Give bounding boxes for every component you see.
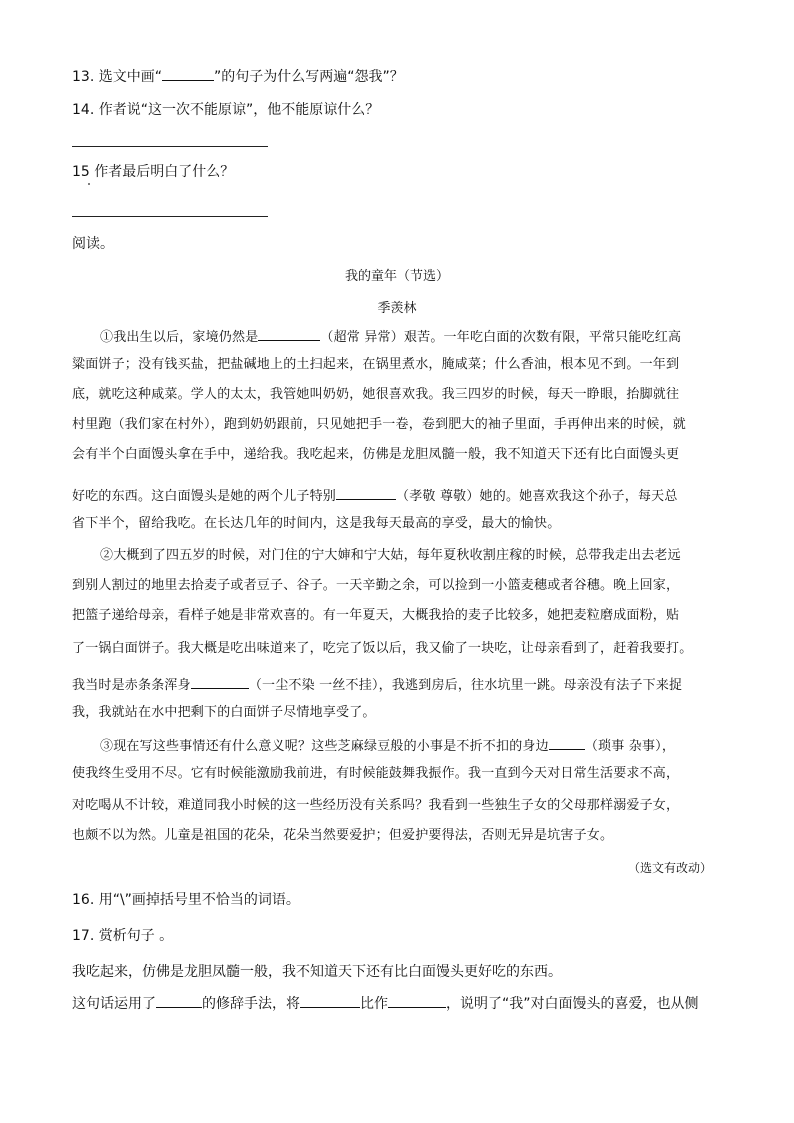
question-15: 15 作者最后明白了什么？ bbox=[72, 164, 235, 180]
paragraph-line: 我，我就站在水中把剩下的白面饼子尽情地享受了。 bbox=[72, 705, 376, 720]
paragraph-line: 村里跑（我们家在村外），跑到奶奶跟前，只见她把手一卷，卷到肥大的袖子里面，手再伸出来的时候，就 bbox=[72, 417, 686, 432]
paragraph-line: 对吃喝从不计较，难道同我小时候的这一些经历没有关系吗？我看到一些独生子女的父母那样溺爱子女， bbox=[72, 798, 680, 813]
fill-blank[interactable] bbox=[191, 674, 249, 689]
paragraph-line: 底，就吃这种咸菜。学人的太太，我管她叫奶奶，她很喜欢我。我三四岁的时候，每天一睁眼，抬脚就往 bbox=[72, 387, 680, 402]
paragraph-line: 粱面饼子；没有钱买盐，把盐碱地上的土扫起来，在锅里煮水，腌咸菜；什么香油，根本见不到。一年到 bbox=[72, 357, 680, 372]
fill-blank[interactable] bbox=[156, 993, 202, 1008]
text-span: 我当时是赤条条浑身 bbox=[72, 678, 191, 693]
question-17: 17. 赏析句子 。 bbox=[72, 928, 174, 944]
question-13 bbox=[72, 66, 404, 87]
text-span: （孝敬 尊敬）她的。她喜欢我这个孙子，每天总 bbox=[396, 489, 678, 504]
paragraph-line: 省下半个，留给我吃。在长达几年的时间内，这是我每天最高的享受，最大的愉快。 bbox=[72, 516, 561, 531]
read-label: 阅读。 bbox=[72, 236, 114, 252]
question-14: 14. 作者说“这一次不能原谅”，他不能原谅什么？ bbox=[72, 102, 380, 118]
question-13-suffix: ”的句子为什么写两遍“怨我”？ bbox=[213, 69, 404, 85]
stray-dot bbox=[88, 183, 90, 185]
fill-blank[interactable] bbox=[388, 993, 446, 1008]
paragraph-line bbox=[72, 326, 732, 347]
fill-blank[interactable] bbox=[300, 993, 360, 1008]
paragraph-line: 了一锅白面饼子。我大概是吃出味道来了，吃完了饭以后，我又偷了一块吃，让母亲看到了，赶着我要打。 bbox=[72, 641, 693, 656]
text-span: ③现在写这些事情还有什么意义呢？这些芝麻绿豆般的小事是不折不扣的身边 bbox=[100, 739, 549, 754]
paragraph-line: ②大概到了四五岁的时候，对门住的宁大婶和宁大姑，每年夏秋收割庄稼的时候，总带我走出去老远 bbox=[100, 548, 681, 563]
text-span: 比作 bbox=[360, 996, 388, 1012]
paragraph-line: 把篮子递给母亲，看样子她是非常欢喜的。有一年夏天，大概我拾的麦子比较多，她把麦粒磨成面粉，贴 bbox=[72, 608, 680, 623]
question-16: 16. 用“\”画掉括号里不恰当的词语。 bbox=[72, 892, 300, 908]
text-span: 的修辞手法，将 bbox=[202, 996, 300, 1012]
question-13-prefix: 13. 选文中画“ bbox=[72, 69, 162, 85]
fill-blank[interactable] bbox=[336, 485, 396, 500]
paragraph-line bbox=[72, 674, 732, 695]
paragraph-line bbox=[72, 735, 732, 756]
text-span: 这句话运用了 bbox=[72, 996, 156, 1012]
paragraph-line: 也颇不以为然。儿童是祖国的花朵，花朵当然要爱护；但爱护要得法，否则无异是坑害子女。 bbox=[72, 828, 614, 843]
article-source-note: （选文有改动） bbox=[627, 861, 712, 875]
underline-marker bbox=[162, 66, 214, 81]
paragraph-line: 会有半个白面馒头拿在手中，递给我。我吃起来，仿佛是龙胆凤髓一般，我不知道天下还有比白面馒头更 bbox=[72, 447, 680, 462]
fill-blank[interactable] bbox=[549, 735, 585, 750]
paragraph-line: 到别人割过的地里去拾麦子或者豆子、谷子。一天辛勤之余，可以捡到一小篮麦穗或者谷穗。晚上回家， bbox=[72, 578, 680, 593]
article-author: 季羡林 bbox=[377, 301, 417, 316]
answer-line-15[interactable] bbox=[72, 216, 268, 217]
analysis-line bbox=[72, 993, 699, 1014]
quoted-sentence: 我吃起来，仿佛是龙胆凤髓一般，我不知道天下还有比白面馒头更好吃的东西。 bbox=[72, 964, 562, 980]
text-span: （一尘不染 一丝不挂），我逃到房后，往水坑里一跳。母亲没有法子下来捉 bbox=[248, 678, 683, 693]
paragraph-line bbox=[72, 485, 732, 506]
fill-blank[interactable] bbox=[258, 326, 320, 341]
article-title: 我的童年（节选） bbox=[344, 269, 449, 284]
text-span: ，说明了“我”对白面馒头的喜爱，也从侧 bbox=[446, 996, 699, 1012]
answer-line-14[interactable] bbox=[72, 146, 268, 147]
paragraph-line: 使我终生受用不尽。它有时候能激励我前进，有时候能鼓舞我振作。我一直到今天对日常生活要求不高， bbox=[72, 766, 680, 781]
text-span: （琐事 杂事）， bbox=[584, 739, 676, 754]
text-span: （超常 异常）艰苦。一年吃白面的次数有限，平常只能吃红高 bbox=[320, 330, 682, 345]
text-span: ①我出生以后，家境仍然是 bbox=[100, 330, 259, 345]
text-span: 好吃的东西。这白面馒头是她的两个儿子特别 bbox=[72, 489, 337, 504]
